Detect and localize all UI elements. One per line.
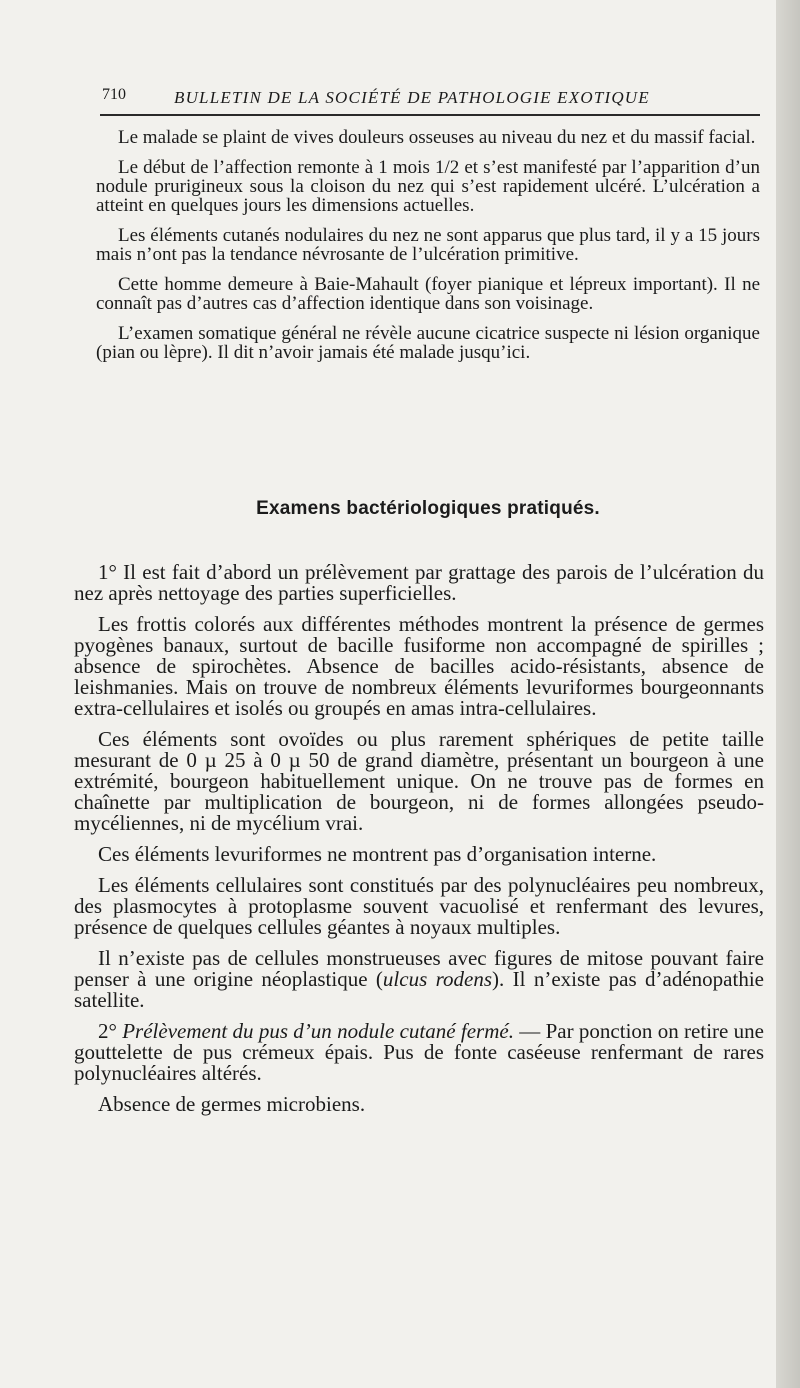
text-run: ). Il n’existe pas d’adénopathie satellite. — [74, 967, 764, 1012]
paragraph — [74, 1021, 764, 1084]
paragraph: Les frottis colorés aux différentes méthodes montrent la présence de germes pyogènes banaux, surtout de bacille fusiforme non accompagné de spirilles ; absence de spirochètes. Absence de bacilles acido-résistants, absence de leishmanies. Mais on trouve de nombreux éléments levuriformes bourgeonnants extra-cellulaires et isolés ou groupés en amas intra-cellulaires. — [74, 612, 764, 720]
paragraph: Le début de l’affection remonte à 1 mois 1/2 et s’est manifesté par l’apparition d’un nodule prurigineux sous la cloison du nez qui s’est rapidement ulcéré. L’ulcération a atteint en quelques jours les dimensions actuelles. — [96, 157, 760, 216]
paragraph: Ces éléments sont ovoïdes ou plus rarement sphériques de petite taille mesurant de 0 µ 25 à 0 µ 50 de grand diamètre, présentant un bourgeon à une extrémité, bourgeon habituellement unique. On ne trouve pas de formes en chaînette par multiplication de bourgeon, ni de formes allongées pseudo-mycéliennes, ni de mycélium vrai. — [74, 727, 764, 835]
section-heading: Examens bactériologiques pratiqués. — [256, 498, 600, 519]
text-run: — Par ponction on retire une gouttelette de pus crémeux épais. Pus de fonte caséeuse renfermant de rares polynucléaires altérés. — [74, 1019, 764, 1085]
paragraph: Absence de germes microbiens. — [98, 1092, 366, 1116]
page-edge-shadow — [776, 0, 800, 1388]
text-run: Il n’existe pas de cellules monstrueuses avec figures de mitose pouvant faire penser à une origine néoplastique ( — [74, 946, 764, 991]
italic-term: ulcus rodens — [382, 967, 493, 991]
paragraph: Ces éléments levuriformes ne montrent pas d’organisation interne. — [98, 842, 657, 866]
italic-subheading: Prélèvement du pus d’un nodule cutané fermé. — [122, 1019, 514, 1043]
item-number: 2° — [98, 1019, 123, 1043]
bacteriology-text — [74, 562, 764, 1125]
paragraph: Les éléments cellulaires sont constitués par des polynucléaires peu nombreux, des plasmocytes à protoplasme souvent vacuolisé et renfermant des levures, présence de quelques cellules géantes à noyaux multiples. — [74, 873, 764, 939]
paragraph — [74, 948, 764, 1011]
paragraph: L’examen somatique général ne révèle aucune cicatrice suspecte ni lésion organique (pian ou lèpre). Il dit n’avoir jamais été malade jusqu’ici. — [96, 323, 760, 363]
clinical-history-text — [96, 128, 760, 373]
running-title: BULLETIN DE LA SOCIÉTÉ DE PATHOLOGIE EXOTIQUE — [174, 88, 650, 107]
page-header — [100, 82, 760, 116]
paragraph: Cette homme demeure à Baie-Mahault (foyer pianique et lépreux important). Il ne connaît pas d’autres cas d’affection identique dans son voisinage. — [96, 274, 760, 314]
paragraph: Le malade se plaint de vives douleurs osseuses au niveau du nez et du massif facial. — [118, 127, 756, 148]
paragraph: 1° Il est fait d’abord un prélèvement par grattage des parois de l’ulcération du nez après nettoyage des parties superficielles. — [74, 560, 764, 605]
paragraph: Les éléments cutanés nodulaires du nez ne sont apparus que plus tard, il y a 15 jours mais n’ont pas la tendance névrosante de l’ulcération primitive. — [96, 225, 760, 265]
page-number: 710 — [102, 86, 126, 103]
